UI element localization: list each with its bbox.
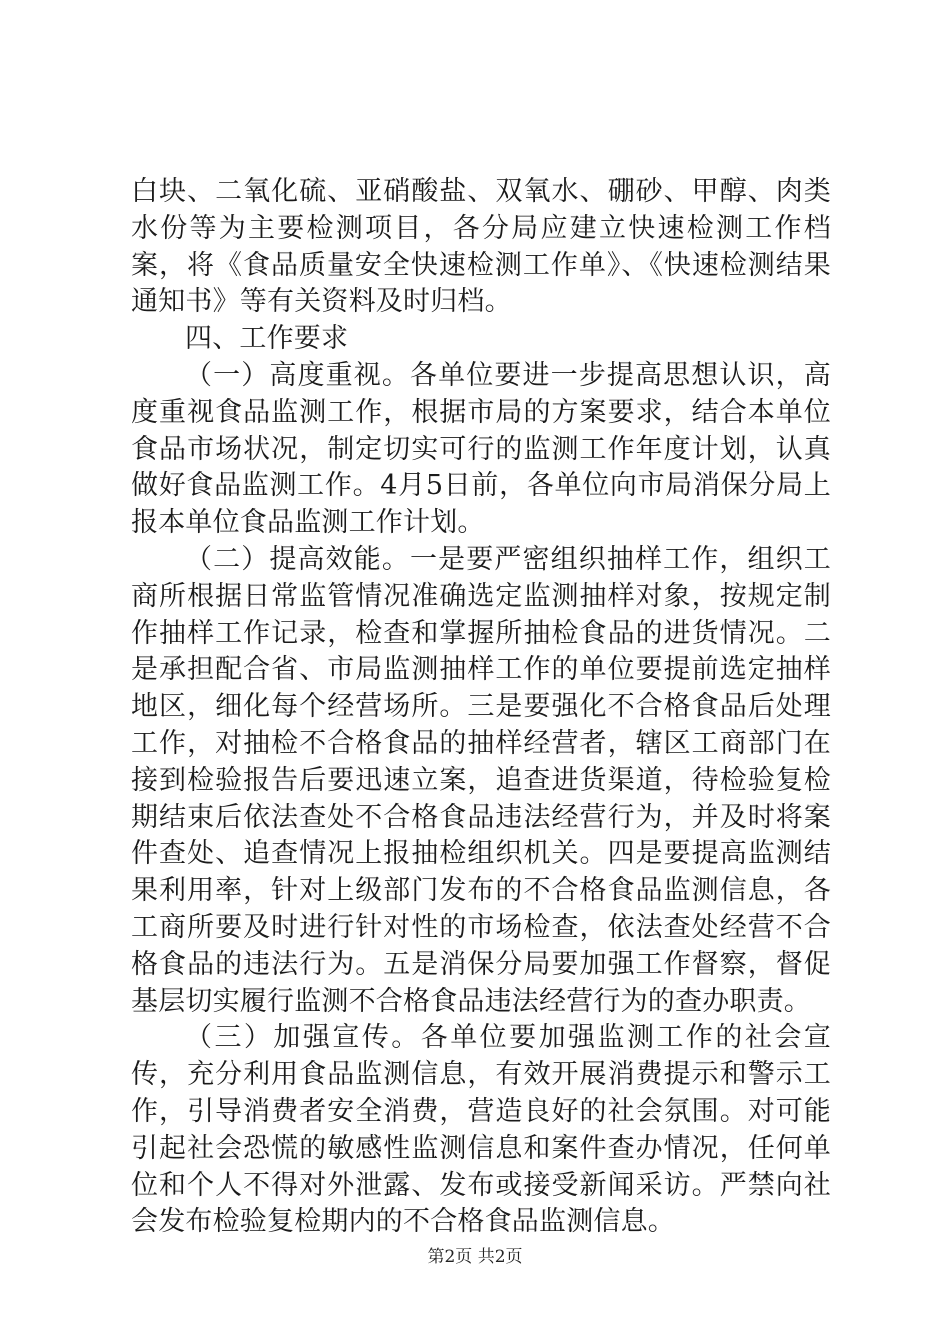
document-body	[131, 174, 831, 1241]
paragraph-attach-importance: （一）高度重视。各单位要进一步提高思想认识，高度重视食品监测工作，根据市局的方案要求，结合本单位食品市场状况，制定切实可行的监测工作年度计划，认真做好食品监测工作。4月5日前，各单位向市局消保分局上报本单位食品监测工作计划。	[131, 359, 831, 539]
paragraph-strengthen-publicity: （三）加强宣传。各单位要加强监测工作的社会宣传，充分利用食品监测信息，有效开展消费提示和警示工作，引导消费者安全消费，营造良好的社会氛围。对可能引起社会恐慌的敏感性监测信息和案件查办情况，任何单位和个人不得对外泄露、发布或接受新闻采访。严禁向社会发布检验复检期内的不合格食品监测信息。	[131, 1022, 831, 1238]
paragraph-continued: 白块、二氧化硫、亚硝酸盐、双氧水、硼砂、甲醇、肉类水份等为主要检测项目，各分局应建立快速检测工作档案，将《食品质量安全快速检测工作单》、《快速检测结果通知书》等有关资料及时归档。	[131, 176, 831, 318]
page-number-footer: 第2页 共2页	[427, 1247, 523, 1267]
paragraph-improve-efficiency: （二）提高效能。一是要严密组织抽样工作，组织工商所根据日常监管情况准确选定监测抽样对象，按规定制作抽样工作记录，检查和掌握所抽检食品的进货情况。二是承担配合省、市局监测抽样工作的单位要提前选定抽样地区，细化每个经营场所。三是要强化不合格食品后处理工作，对抽检不合格食品的抽样经营者，辖区工商部门在接到检验报告后要迅速立案，追查进货渠道，待检验复检期结束后依法查处不合格食品违法经营行为，并及时将案件查处、追查情况上报抽检组织机关。四是要提高监测结果利用率，针对上级部门发布的不合格食品监测信息，各工商所要及时进行针对性的市场检查，依法查处经营不合格食品的违法行为。五是消保分局要加强工作督察，督促基层切实履行监测不合格食品违法经营行为的查办职责。	[131, 543, 831, 1017]
section-heading-work-requirements: 四、工作要求	[185, 323, 349, 355]
